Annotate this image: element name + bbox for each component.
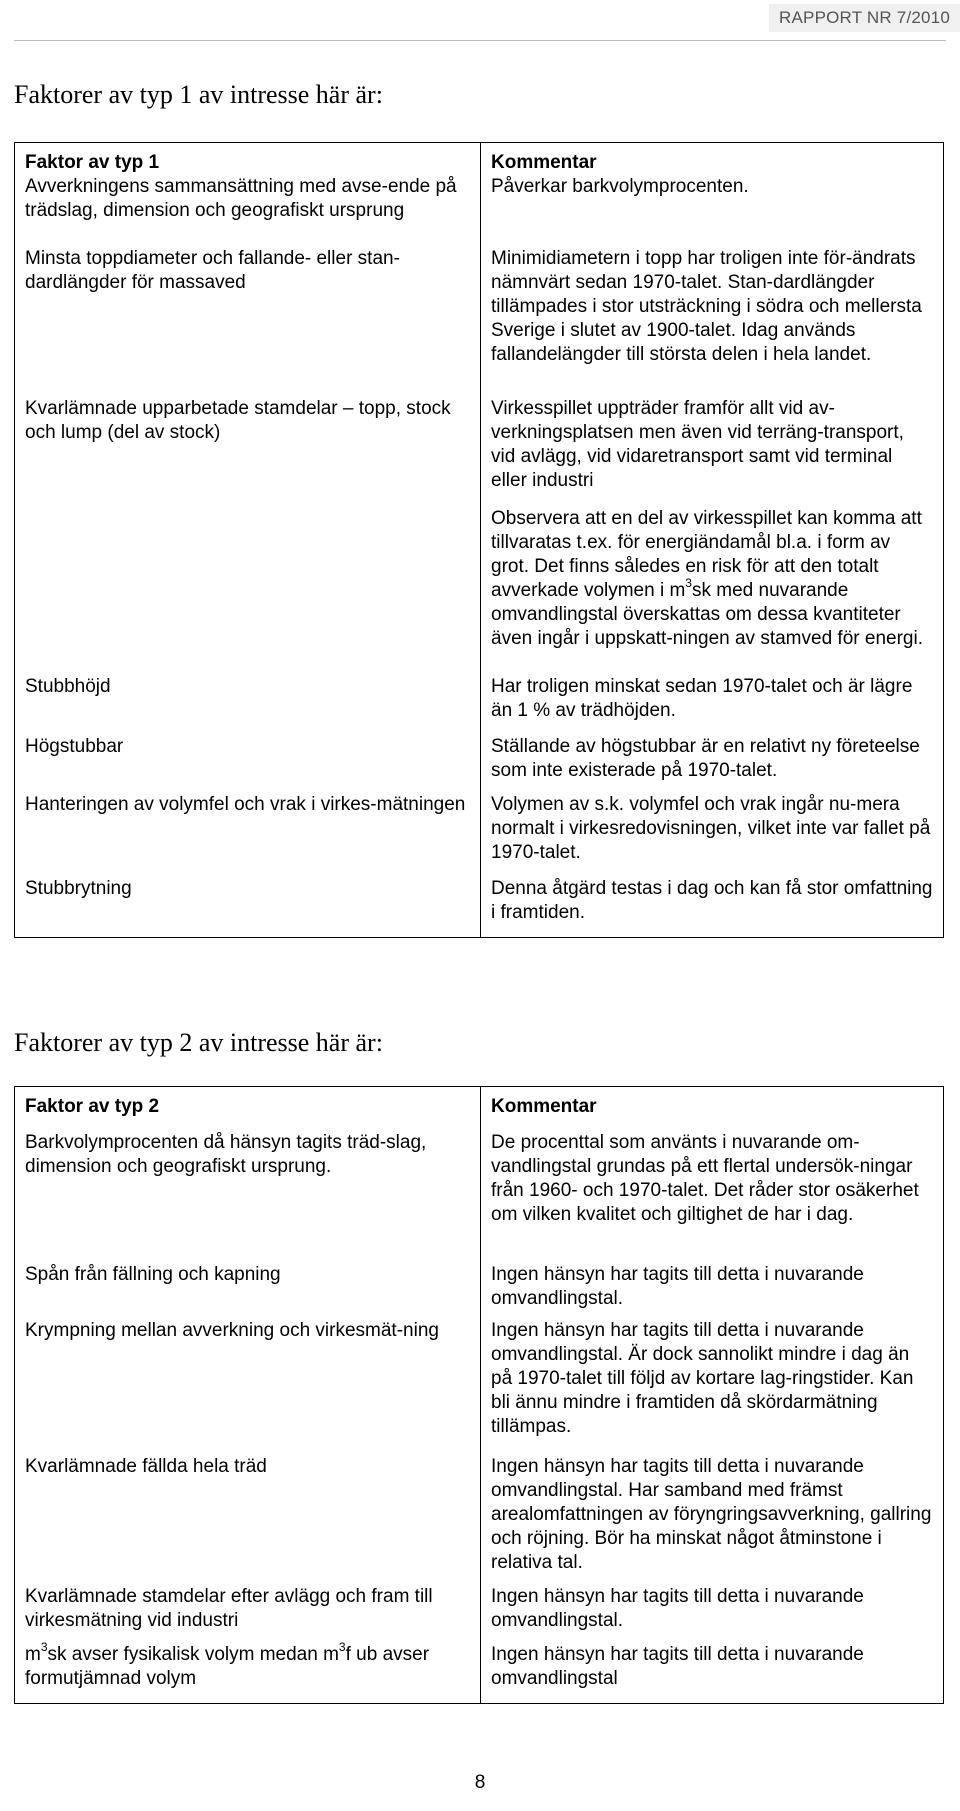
factor-column — [15, 1087, 481, 1704]
table-row — [15, 143, 944, 938]
section1-heading: Faktorer av typ 1 av intresse här är: — [14, 80, 383, 109]
comment-column — [481, 143, 944, 938]
factor-item: $m^3sk$ avser fysikalisk volym medan $m^3f$ ub avser formutjämnad volym — [25, 1639, 430, 1689]
table-row — [15, 1087, 944, 1704]
section2-heading: Faktorer av typ 2 av intresse här är: — [14, 1028, 383, 1057]
page-number: 8 — [474, 1772, 486, 1793]
factor-item: Hanteringen av volymfel och vrak i virkes-mätningen — [25, 794, 466, 815]
comment-item: Virkesspillet uppträder framför allt vid av-verkningsplatsen men även vid terräng-transport, vid avlägg, vid vidaretransport samt vid terminal eller industri — [491, 398, 904, 491]
factor-item: Stubbrytning — [25, 878, 132, 899]
factor-item: Stubbhöjd — [25, 676, 111, 697]
comment-item: Ingen hänsyn har tagits till detta i nuvarande omvandlingstal. Har samband med främst arealomfattningen av föryngringsavverkning, gallring och röjning. Bör ha minskat något åtminstone i relativa tal. — [491, 1456, 932, 1573]
comment-item: De procenttal som använts i nuvarande om-vandlingstal grundas på ett flertal undersök-ningar från 1960- och 1970-talet. Det råder stor osäkerhet om vilken kvalitet och giltighet de har i dag. — [491, 1132, 919, 1225]
comment-item: Volymen av s.k. volymfel och vrak ingår nu-mera normalt i virkesredovisningen, vilket inte var fallet på 1970-talet. — [491, 794, 931, 863]
comment-item: Ingen hänsyn har tagits till detta i nuvarande omvandlingstal. — [491, 1586, 864, 1631]
comment-item: Ställande av högstubbar är en relativt ny företeelse som inte existerade på 1970-talet. — [491, 736, 920, 781]
header-rule — [14, 40, 946, 41]
comment-item: Har troligen minskat sedan 1970-talet och är lägre än 1 % av trädhöjden. — [491, 676, 913, 721]
factor-item: Avverkningens sammansättning med avse-ende på trädslag, dimension och geografiskt ursprung — [25, 176, 457, 221]
column-header: Faktor av typ 1 — [25, 152, 160, 173]
comment-column — [481, 1087, 944, 1704]
column-header: Faktor av typ 2 — [25, 1096, 160, 1117]
comment-item: Observera att en del av virkesspillet kan komma att tillvaratas t.ex. för energiändamål bl.a. i form av grot. Det finns således en risk för att den totalt avverkade volymen i $m^3sk$ med nuvarande omvandlingstal överskattas om dessa kvantiteter även ingår i uppskatt-ningen av stamved för energi. — [491, 508, 923, 649]
comment-item: Minimidiametern i topp har troligen inte för-ändrats nämnvärt sedan 1970-talet. Stan-dardlängder tillämpades i stor utsträckning i södra och mellersta Sverige i slutet av 1900-talet. Idag används fallandelängder till största delen i hela landet. — [491, 248, 922, 365]
column-header: Kommentar — [491, 152, 597, 173]
comment-item: Denna åtgärd testas i dag och kan få stor omfattning i framtiden. — [491, 878, 933, 923]
comment-item: Ingen hänsyn har tagits till detta i nuvarande omvandlingstal. — [491, 1264, 864, 1309]
factor-table-type1 — [14, 142, 944, 938]
column-header: Kommentar — [491, 1096, 597, 1117]
factor-item: Krympning mellan avverkning och virkesmät-ning — [25, 1320, 439, 1341]
comment-item: Påverkar barkvolymprocenten. — [491, 176, 749, 197]
factor-item: Barkvolymprocenten då hänsyn tagits träd-slag, dimension och geografiskt ursprung. — [25, 1132, 427, 1177]
factor-item: Högstubbar — [25, 736, 124, 757]
report-header: RAPPORT NR 7/2010 — [769, 4, 960, 32]
factor-item: Kvarlämnade stamdelar efter avlägg och fram till virkesmätning vid industri — [25, 1586, 433, 1631]
factor-item: Kvarlämnade upparbetade stamdelar – topp, stock och lump (del av stock) — [25, 398, 451, 443]
factor-item: Kvarlämnade fällda hela träd — [25, 1456, 267, 1477]
comment-item: Ingen hänsyn har tagits till detta i nuvarande omvandlingstal. Är dock sannolikt mindre i dag än på 1970-talet till följd av kortare lag-ringstider. Kan bli ännu mindre i framtiden då skördarmätning tillämpas. — [491, 1320, 914, 1437]
factor-column — [15, 143, 481, 938]
factor-table-type2 — [14, 1086, 944, 1704]
factor-item: Minsta toppdiameter och fallande- eller stan-dardlängder för massaved — [25, 248, 400, 293]
factor-item: Spån från fällning och kapning — [25, 1264, 281, 1285]
comment-item: Ingen hänsyn har tagits till detta i nuvarande omvandlingstal — [491, 1644, 864, 1689]
